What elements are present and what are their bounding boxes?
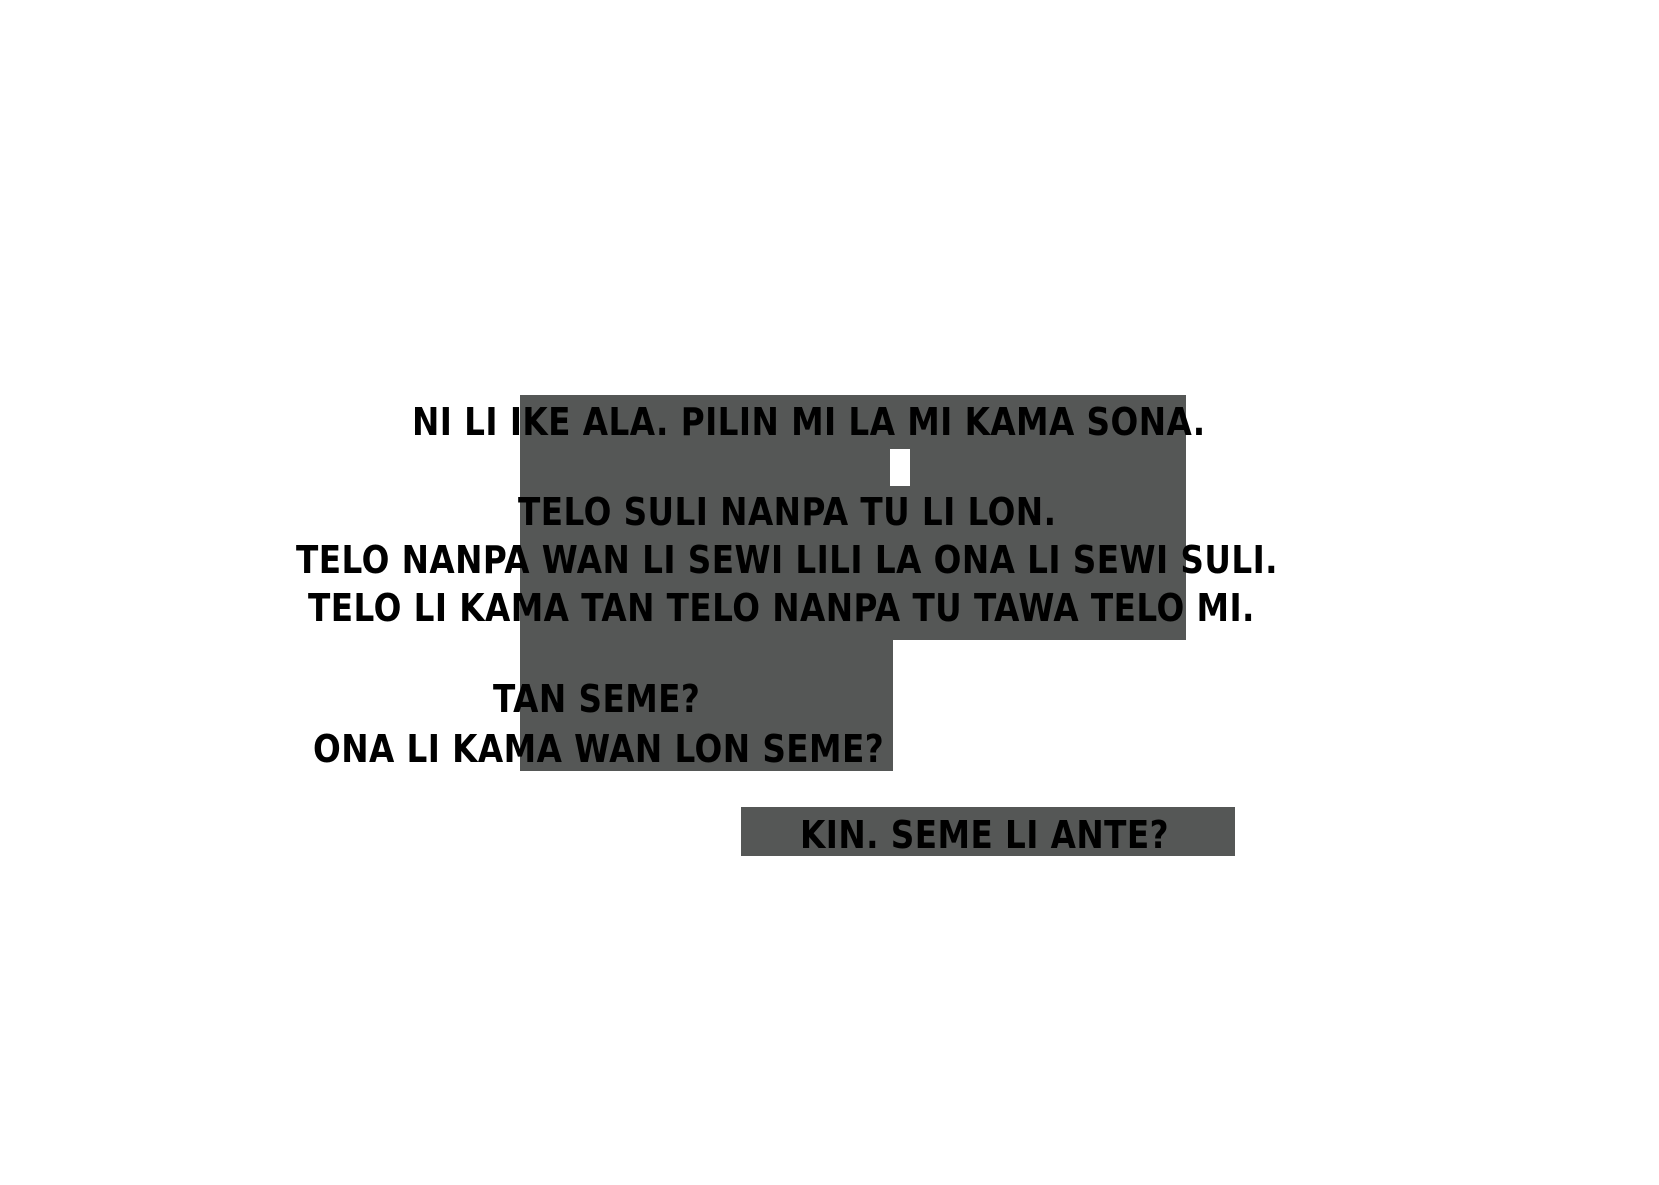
- text-line-2: TELO SULI NANPA TU LI LON.: [518, 490, 1057, 534]
- text-line-4: TELO LI KAMA TAN TELO NANPA TU TAWA TELO MI.: [308, 586, 1255, 630]
- text-line-7: KIN. SEME LI ANTE?: [800, 813, 1170, 857]
- text-line-5: TAN SEME?: [493, 677, 701, 721]
- text-line-1: NI LI IKE ALA. PILIN MI LA MI KAMA SONA.: [412, 400, 1206, 444]
- text-line-6: ONA LI KAMA WAN LON SEME?: [313, 727, 885, 771]
- text-line-3: TELO NANPA WAN LI SEWI LILI LA ONA LI SEWI SULI.: [296, 538, 1279, 582]
- white-notch: [890, 449, 910, 486]
